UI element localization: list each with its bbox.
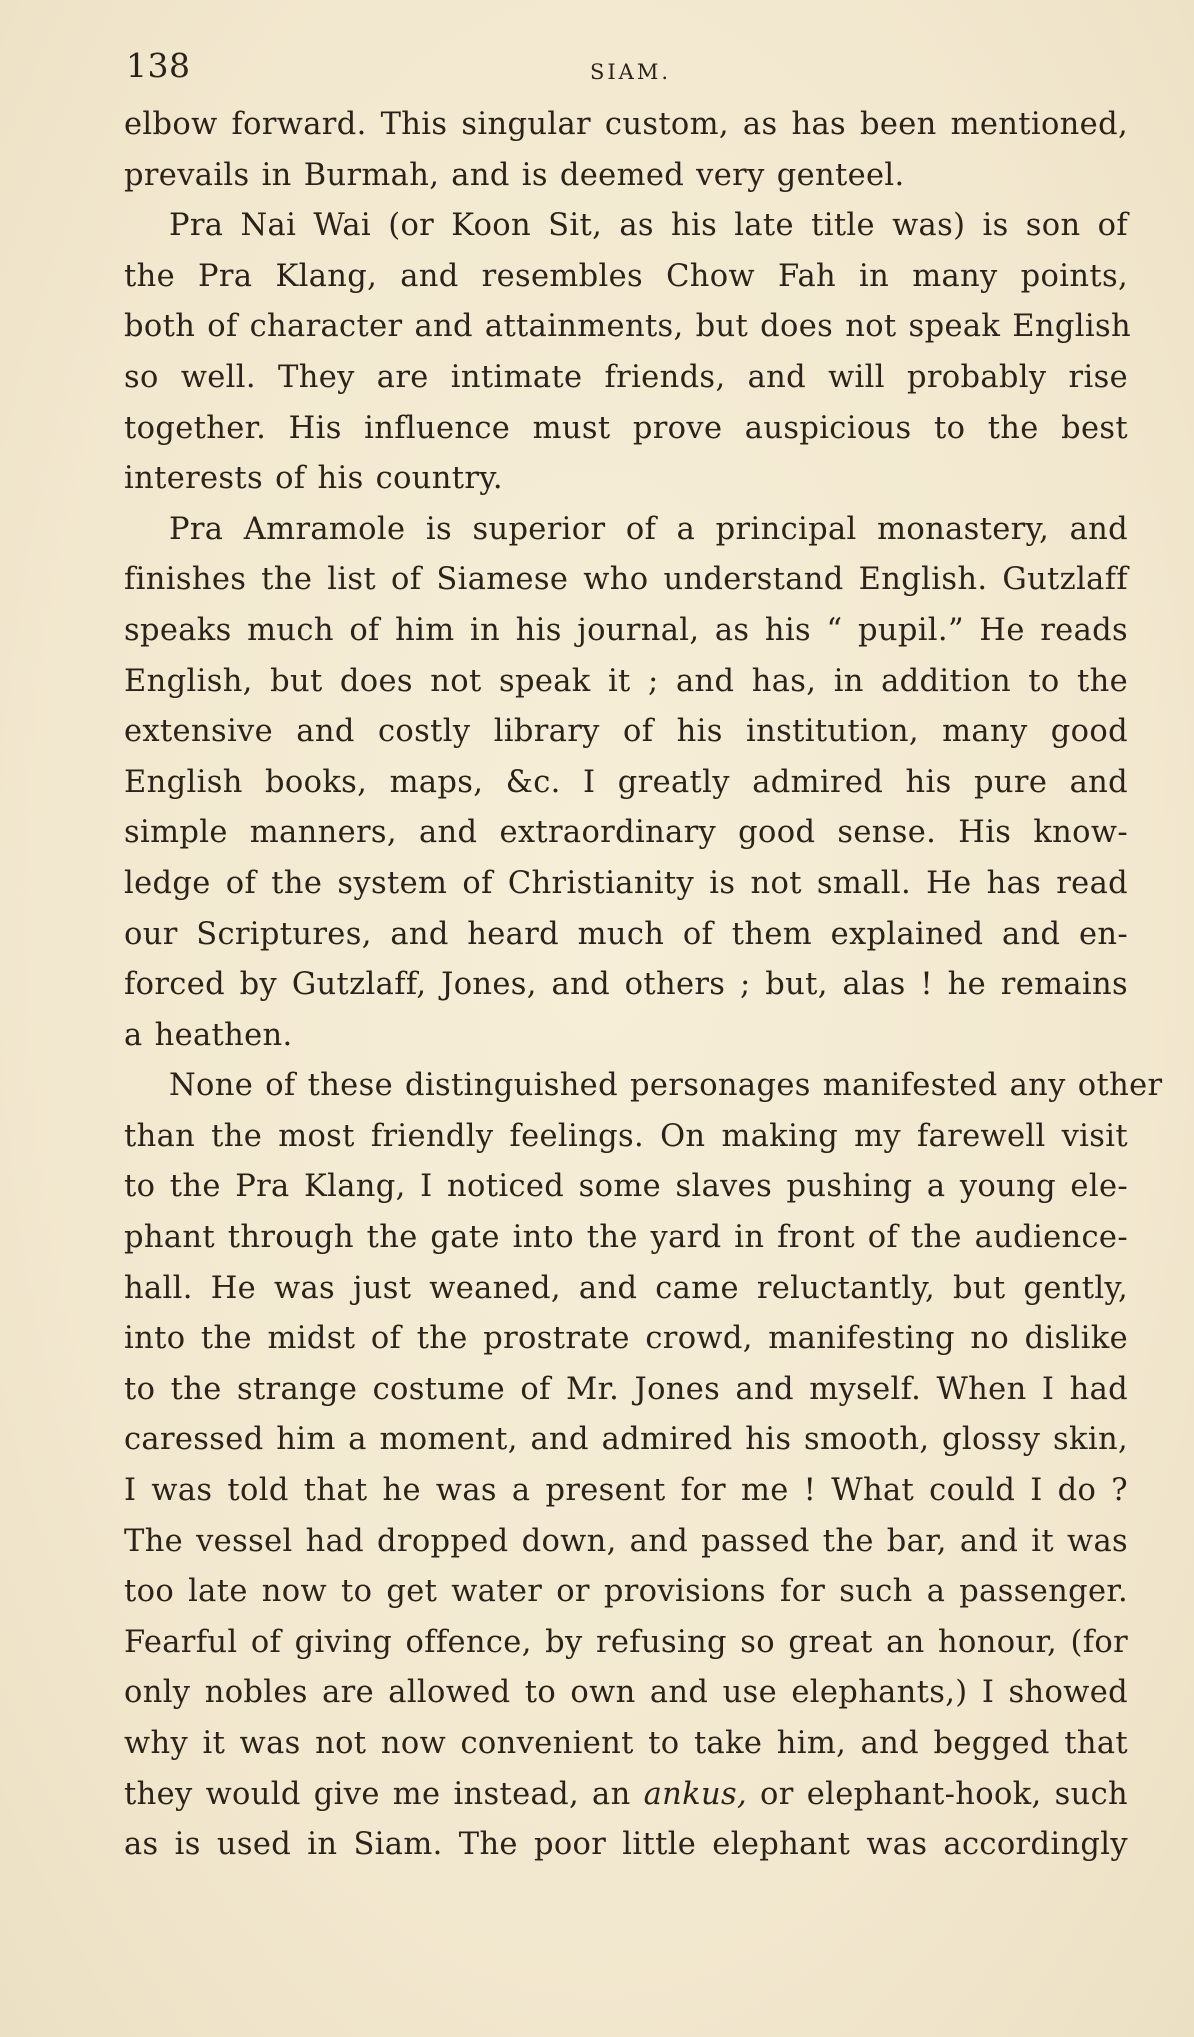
- text-line: Pra Amramole is superior of a principal monastery, and: [169, 511, 1128, 547]
- text-line-with-italic: [124, 1770, 1128, 1821]
- text-line: a heathen.: [124, 1017, 293, 1053]
- text-line: together. His influence must prove auspicious to the best: [124, 410, 1128, 446]
- text-line: English, but does not speak it ; and has, in addition to the: [124, 663, 1128, 699]
- text-line: hall. He was just weaned, and came reluctantly, but gently,: [124, 1270, 1128, 1306]
- text-line: why it was not now convenient to take him, and begged that: [124, 1726, 1128, 1761]
- text-line: as is used in Siam. The poor little elephant was accordingly: [124, 1827, 1128, 1863]
- text-line: finishes the list of Siamese who understand English. Gutzlaff: [124, 562, 1128, 598]
- text-line: interests of his country.: [124, 461, 503, 497]
- page-number: 138: [126, 46, 191, 85]
- text-line: None of these distinguished personages manifested any other: [169, 1068, 1163, 1104]
- text-line: the Pra Klang, and resembles Chow Fah in many points,: [124, 258, 1128, 294]
- text-line: extensive and costly library of his institution, many good: [124, 714, 1128, 750]
- text-line: elbow forward. This singular custom, as has been mentioned,: [124, 107, 1128, 142]
- text-segment: they would give me instead, an: [124, 1776, 631, 1812]
- text-line: than the most friendly feelings. On making my farewell visit: [124, 1118, 1128, 1154]
- text-segment: or elephant-hook, such: [760, 1776, 1128, 1812]
- text-line: ledge of the system of Christianity is not small. He has read: [124, 865, 1128, 901]
- text-line: caressed him a moment, and admired his smooth, glossy skin,: [124, 1422, 1128, 1458]
- text-line: forced by Gutzlaff, Jones, and others ; but, alas ! he remains: [124, 967, 1128, 1003]
- text-line: speaks much of him in his journal, as his “ pupil.” He reads: [124, 612, 1128, 648]
- text-line: too late now to get water or provisions for such a passenger.: [124, 1574, 1128, 1610]
- text-line: so well. They are intimate friends, and will probably rise: [124, 359, 1128, 395]
- text-line: Pra Nai Wai (or Koon Sit, as his late title was) is son of: [169, 208, 1128, 244]
- italic-term-ankus: ankus,: [643, 1776, 747, 1812]
- text-line: The vessel had dropped down, and passed the bar, and it was: [124, 1523, 1128, 1559]
- text-line: Fearful of giving offence, by refusing so great an honour, (for: [124, 1624, 1128, 1660]
- text-line: I was told that he was a present for me ! What could I do ?: [124, 1473, 1128, 1509]
- text-line: our Scriptures, and heard much of them explained and en-: [124, 916, 1128, 952]
- body-text: [124, 100, 1163, 1871]
- text-line: simple manners, and extraordinary good sense. His know-: [124, 815, 1128, 851]
- text-line: only nobles are allowed to own and use elephants,) I showed: [124, 1675, 1128, 1711]
- text-line: English books, maps, &c. I greatly admired his pure and: [124, 764, 1128, 800]
- running-head: SIAM.: [590, 60, 672, 84]
- text-line: into the midst of the prostrate crowd, manifesting no dislike: [124, 1321, 1128, 1357]
- text-line: both of character and attainments, but does not speak English: [124, 309, 1131, 345]
- text-line: prevails in Burmah, and is deemed very genteel.: [124, 157, 905, 193]
- text-line: to the strange costume of Mr. Jones and myself. When I had: [124, 1371, 1128, 1407]
- text-line: phant through the gate into the yard in front of the audience-: [124, 1220, 1128, 1256]
- text-line: to the Pra Klang, I noticed some slaves pushing a young ele-: [124, 1169, 1128, 1205]
- page-header: [124, 46, 1124, 96]
